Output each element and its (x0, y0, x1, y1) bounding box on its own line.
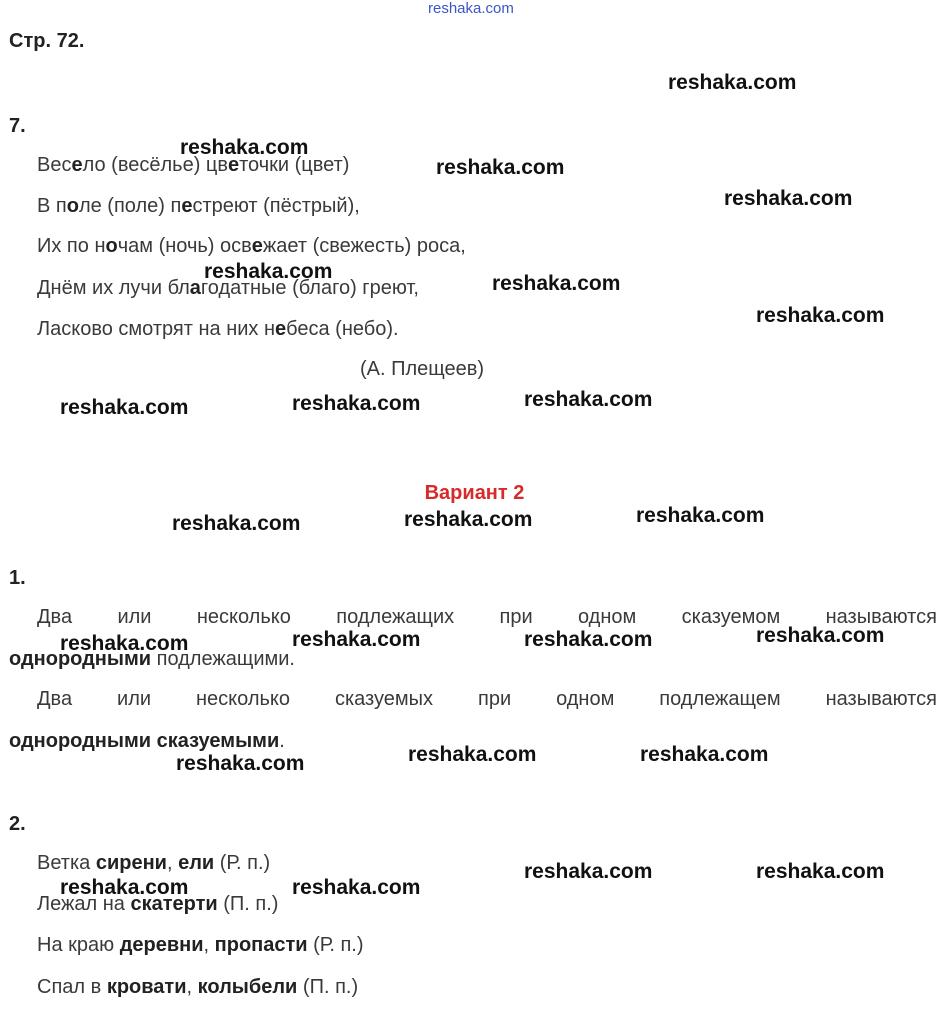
text-part: На краю (37, 934, 120, 956)
watermark: reshaka.com (176, 752, 305, 775)
watermark: reshaka.com (636, 504, 765, 527)
watermark: reshaka.com (292, 876, 421, 899)
poem-author: (А. Плещеев) (360, 358, 485, 380)
watermark: reshaka.com (668, 71, 797, 94)
text-part: (Р. п.) (214, 852, 271, 874)
text-part: чам (ночь) осв (117, 235, 252, 257)
word-bold: деревни (119, 934, 204, 956)
watermark: reshaka.com (60, 632, 189, 655)
word-bold: сирени (95, 852, 167, 874)
word: Два (37, 688, 73, 710)
watermark: reshaka.com (524, 388, 653, 411)
task-number-1: 1. (9, 567, 26, 589)
bold-letter: е (251, 235, 263, 257)
word: подлежащем (659, 688, 781, 710)
definition-2-line-2 (9, 730, 285, 753)
bold-letter: е (275, 318, 287, 340)
text-part: Спал в (37, 976, 107, 998)
watermark: reshaka.com (524, 860, 653, 883)
text-part: ле (поле) п (78, 195, 182, 217)
word: Два (37, 606, 73, 628)
text-part: Ласково смотрят на них н (37, 318, 276, 340)
watermark: reshaka.com (724, 187, 853, 210)
watermark: reshaka.com (172, 512, 301, 535)
text-part: беса (небо). (286, 318, 399, 340)
word-bold: колыбели (197, 976, 298, 998)
text-part: (Р. п.) (307, 934, 364, 956)
word: сказуемых (334, 688, 434, 710)
word: или (117, 606, 152, 628)
watermark: reshaka.com (404, 508, 533, 531)
case-line-4 (37, 976, 358, 999)
definition-2-line-1 (37, 688, 937, 711)
text-part: подлежащими. (151, 648, 295, 670)
task-number-2: 2. (9, 813, 26, 835)
poem-line-5 (37, 318, 399, 341)
bold-letter: о (66, 195, 79, 217)
case-line-3 (37, 934, 364, 957)
text-part: , (203, 934, 215, 956)
watermark: reshaka.com (640, 743, 769, 766)
text-part: В п (37, 195, 67, 217)
term-bold: однородными (9, 648, 152, 670)
text-part: Ветка (37, 852, 96, 874)
text-part: . (279, 730, 285, 752)
watermark: reshaka.com (60, 396, 189, 419)
word: одном (556, 688, 615, 710)
variant-title: Вариант 2 (424, 482, 525, 504)
text-part: Их по н (37, 235, 106, 257)
word: при (477, 688, 512, 710)
word-bold: ели (178, 852, 215, 874)
text-part: ло (весёлье) цв (82, 154, 228, 176)
word: одном (578, 606, 637, 628)
text-part: Лежал на (37, 893, 131, 915)
watermark: reshaka.com (756, 624, 885, 647)
text-part: жает (свежесть) роса, (262, 235, 466, 257)
text-part: стреют (пёстрый), (192, 195, 360, 217)
watermark: reshaka.com (60, 876, 189, 899)
watermark: reshaka.com (180, 136, 309, 159)
word: или (117, 688, 152, 710)
word: подлежащих (336, 606, 455, 628)
word-bold: кровати (106, 976, 187, 998)
word: называются (825, 688, 937, 710)
watermark: reshaka.com (408, 743, 537, 766)
text-part: , (186, 976, 198, 998)
bold-letter: е (181, 195, 193, 217)
word: называются (825, 606, 937, 628)
poem-line-3 (37, 235, 466, 258)
bold-letter: е (71, 154, 83, 176)
word-bold: скатерти (130, 893, 218, 915)
case-line-1 (37, 852, 270, 875)
watermark: reshaka.com (756, 304, 885, 327)
text-part: (П. п.) (297, 976, 359, 998)
word: сказуемом (681, 606, 781, 628)
word: несколько (196, 606, 291, 628)
word: несколько (196, 688, 291, 710)
text-part: точки (цвет) (239, 154, 350, 176)
bold-letter: а (189, 277, 201, 299)
bold-letter: о (105, 235, 118, 257)
term-bold: однородными сказуемыми (9, 730, 280, 752)
watermark: reshaka.com (292, 392, 421, 415)
word-bold: пропасти (214, 934, 308, 956)
watermark: reshaka.com (436, 156, 565, 179)
text-part: , (166, 852, 179, 874)
page-label: Стр. 72. (9, 30, 85, 52)
top-watermark: reshaka.com (428, 0, 514, 17)
text-part: годатные (благо) греют, (200, 277, 419, 299)
watermark: reshaka.com (492, 272, 621, 295)
text-part: (П. п.) (217, 893, 279, 915)
poem-line-2 (37, 195, 360, 218)
text-part: Вес (37, 154, 72, 176)
text-part: Днём их лучи бл (37, 277, 190, 299)
watermark: reshaka.com (292, 628, 421, 651)
watermark: reshaka.com (524, 628, 653, 651)
watermark: reshaka.com (204, 260, 333, 283)
watermark: reshaka.com (756, 860, 885, 883)
task-number-7: 7. (9, 115, 26, 137)
bold-letter: е (227, 154, 240, 176)
word: при (499, 606, 533, 628)
